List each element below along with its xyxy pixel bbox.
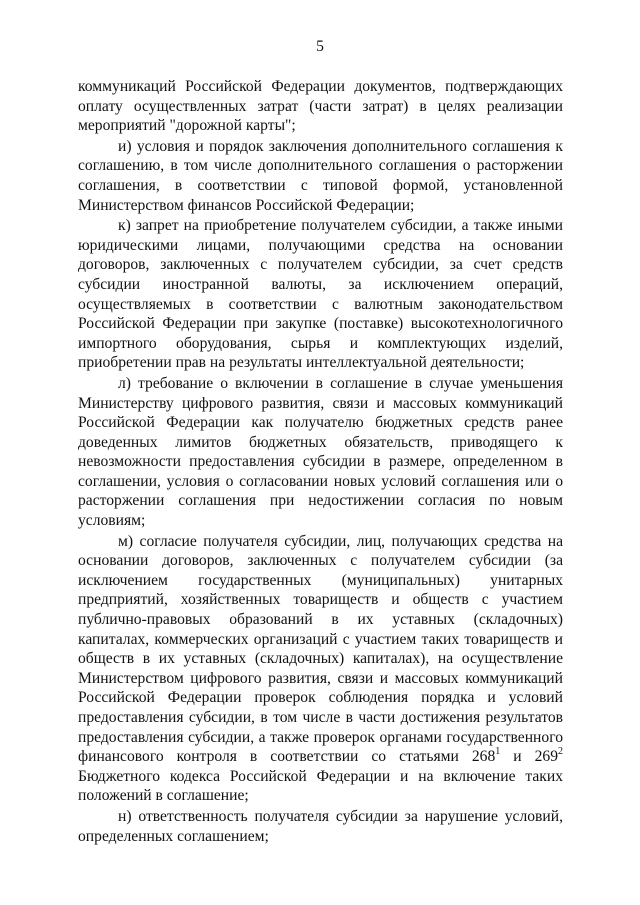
superscript-2: 2 xyxy=(558,746,563,757)
paragraph-item-m-text-part1: м) согласие получателя субсидии, лиц, получающих средства на основании договоров, заключенных с получателем субсидии (за исключением государственных (муниципальных) унитарных предприятий, хозяйственных товариществ и обществ с участием публично-правовых образований в их уставных (складочных) капиталах, коммерческих организаций с участием таких товариществ и обществ в их уставных (складочных) капиталах), на осуществление Министерством цифрового развития, связи и массовых коммуникаций Российской Федерации проверок соблюдения порядка и условий предоставления субсидии, в том числе в части достижения результатов предоставления субсидии, а также проверок органами государственного финансового контроля в соответствии со статьями 268 xyxy=(78,532,563,766)
paragraph-continuation: коммуникаций Российской Федерации документов, подтверждающих оплату осуществленных затрат (части затрат) в целях реализации мероприятий "дорожной карты"; xyxy=(78,78,563,135)
paragraph-item-k: к) запрет на приобретение получателем субсидии, а также иными юридическими лицами, получающими средства на основании договоров, заключенных с получателем субсидии, за счет средств субсидии иностранной валюты, за исключением операций, осуществляемых в соответствии с валютным законодательством Российской Федерации при закупке (поставке) высокотехнологичного импортного оборудования, сырья и комплектующих изделий, приобретении прав на результаты интеллектуальной деятельности; xyxy=(78,217,563,372)
paragraph-item-n: н) ответственность получателя субсидии за нарушение условий, определенных соглашением; xyxy=(78,807,563,845)
superscript-1: 1 xyxy=(495,746,501,757)
paragraph-item-m-text-part2: и 269 xyxy=(500,748,558,766)
paragraph-item-l: л) требование о включении в соглашение в случае уменьшения Министерству цифрового развития, связи и массовых коммуникаций Российской Федерации как получателю бюджетных средств ранее доведенных лимитов бюджетных обязательств, приводящего к невозможности предоставления субсидии в размере, определенном в соглашении, условия о согласовании новых условий соглашения или о расторжении соглашения при недостижении согласия по новым условиям; xyxy=(78,374,563,530)
paragraph-item-i: и) условия и порядок заключения дополнительного соглашения к соглашению, в том числе дополнительного соглашения о расторжении соглашения, в соответствии с типовой формой, установленной Министерством финансов Российской Федерации; xyxy=(78,137,563,214)
document-body xyxy=(78,77,563,847)
paragraph-item-m-text-part3: Бюджетного кодекса Российской Федерации и на включение таких положений в соглашение; xyxy=(78,767,563,805)
page-number: 5 xyxy=(316,38,324,55)
paragraph-item-m xyxy=(78,532,563,806)
